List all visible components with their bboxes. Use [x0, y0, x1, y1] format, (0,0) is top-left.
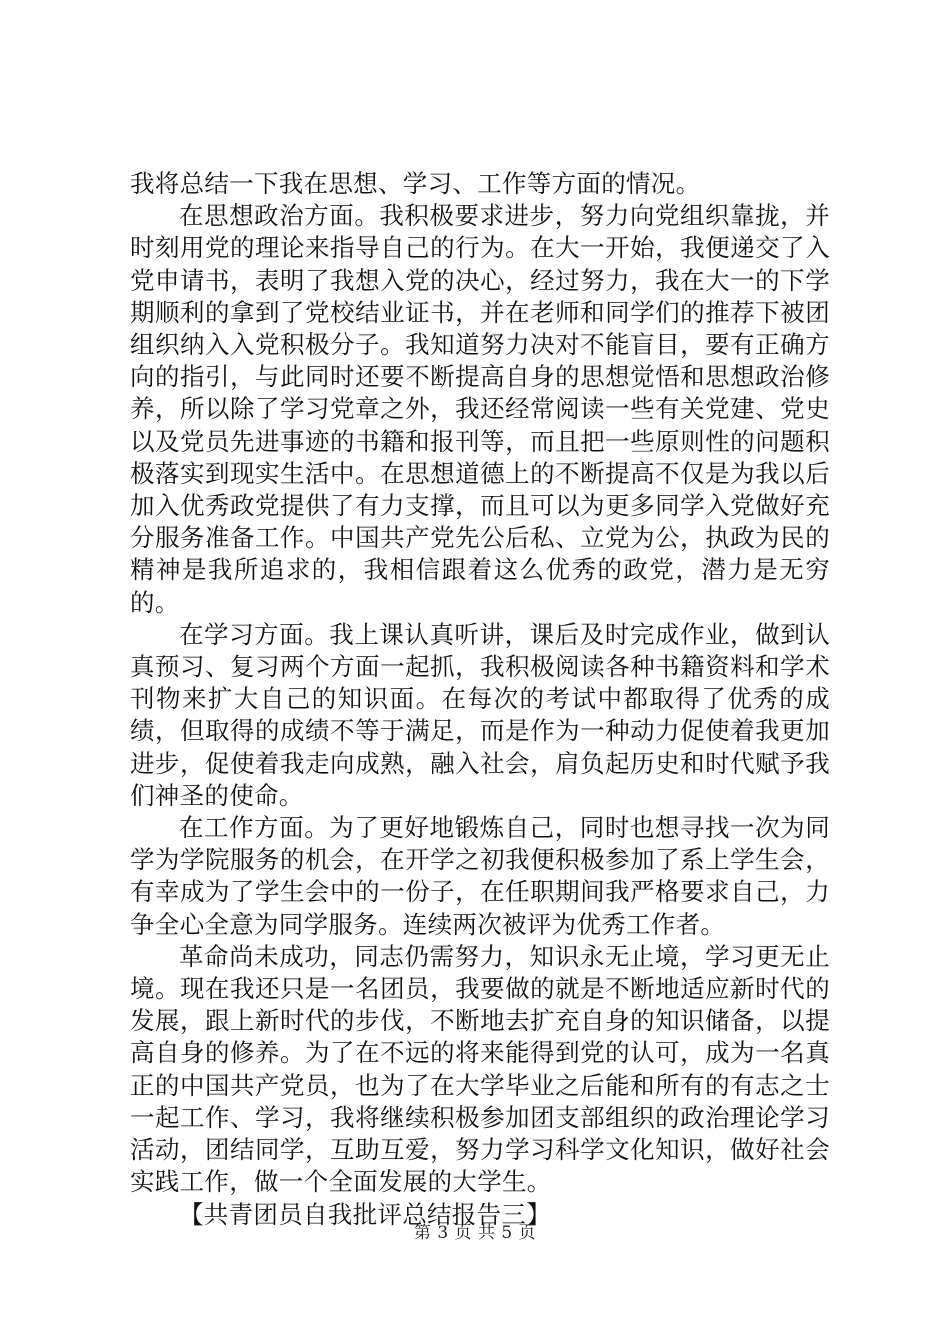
- paragraph-intro: 我将总结一下我在思想、学习、工作等方面的情况。: [130, 169, 701, 198]
- paragraph-study: 在学习方面。我上课认真听讲，课后及时完成作业，做到认真预习、复习两个方面一起抓，我积极阅读各种书籍资料和学术刊物来扩大自己的知识面。在每次的考试中都取得了优秀的成绩，但取得的成绩不等于满足，而是作为一种动力促使着我更加进步，促使着我走向成熟，融入社会，肩负起历史和时代赋予我们神圣的使命。: [130, 619, 830, 810]
- paragraph-work: 在工作方面。为了更好地锻炼自己，同时也想寻找一次为同学为学院服务的机会，在开学之初我便积极参加了系上学生会，有幸成为了学生会中的一份子，在任职期间我严格要求自己，力争全心全意为同学服务。连续两次被评为优秀工作者。: [130, 813, 830, 939]
- paragraph-ideology: 在思想政治方面。我积极要求进步，努力向党组织靠拢，并时刻用党的理论来指导自己的行为。在大一开始，我便递交了入党申请书，表明了我想入党的决心，经过努力，我在大一的下学期顺利的拿到了党校结业证书，并在老师和同学们的推荐下被团组织纳入入党积极分子。我知道努力决对不能盲目，要有正确方向的指引，与此同时还要不断提高自身的思想觉悟和思想政治修养，所以除了学习党章之外，我还经常阅读一些有关党建、党史以及党员先进事迹的书籍和报刊等，而且把一些原则性的问题积极落实到现实生活中。在思想道德上的不断提高不仅是为我以后加入优秀政党提供了有力支撑，而且可以为更多同学入党做好充分服务准备工作。中国共产党先公后私、立党为公，执政为民的精神是我所追求的，我相信跟着这么优秀的政党，潜力是无穷的。: [130, 201, 830, 617]
- section-heading: 【共青团员自我批评总结报告三】: [179, 1199, 551, 1229]
- page-number-footer: 第 3 页 共 5 页: [413, 1223, 537, 1243]
- document-body: [130, 168, 830, 1231]
- paragraph-conclusion: 革命尚未成功，同志仍需努力，知识永无止境，学习更无止境。现在我还只是一名团员，我要做的就是不断地适应新时代的发展，跟上新时代的步伐，不断地去扩充自身的知识储备，以提高自身的修养。为了在不远的将来能得到党的认可，成为一名真正的中国共产党员，也为了在大学毕业之后能和所有的有志之士一起工作、学习，我将继续积极参加团支部组织的政治理论学习活动，团结同学，互助互爱，努力学习科学文化知识，做好社会实践工作，做一个全面发展的大学生。: [130, 941, 830, 1197]
